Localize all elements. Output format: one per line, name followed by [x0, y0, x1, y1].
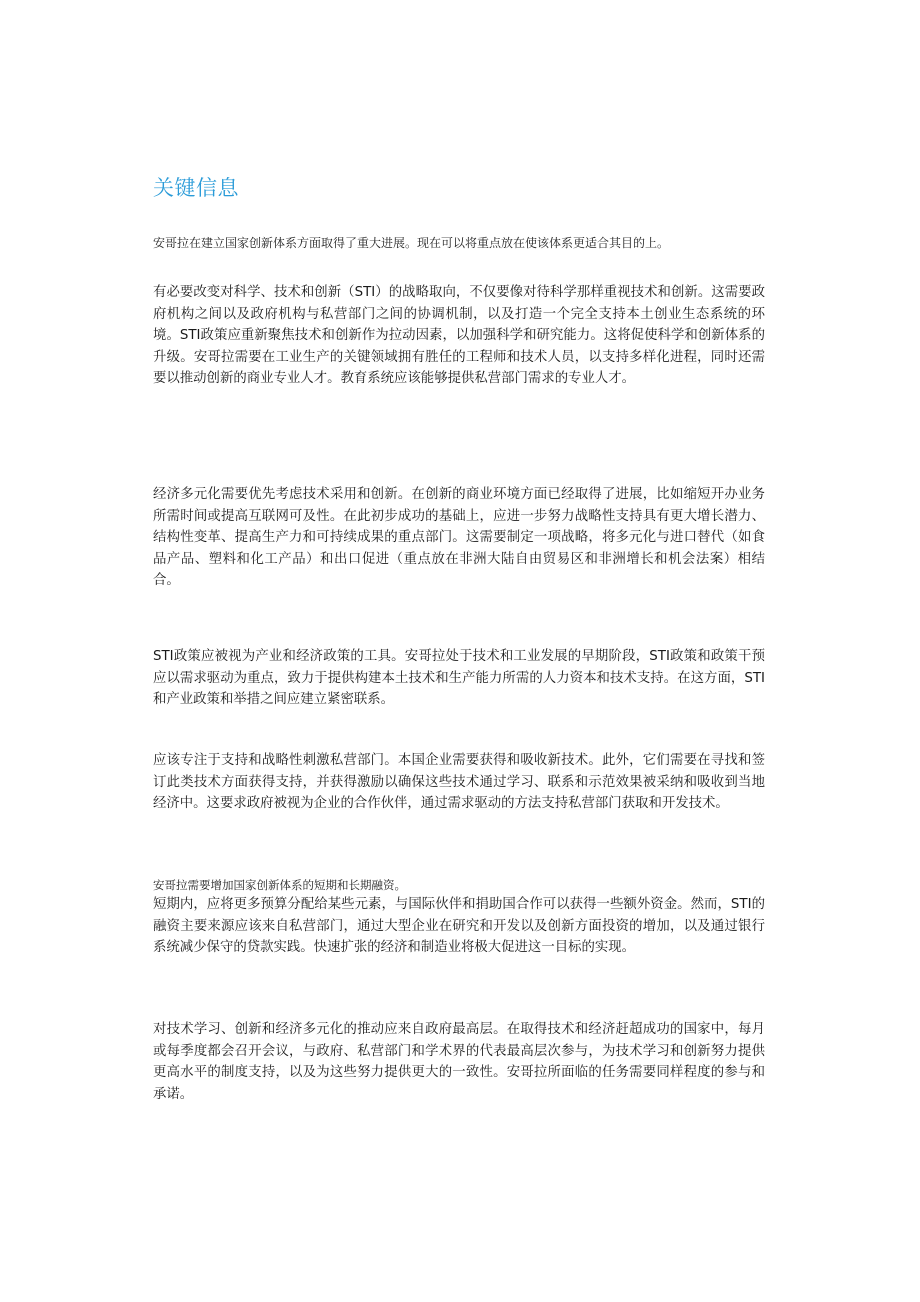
paragraph-private-sector: 应该专注于支持和战略性刺激私营部门。本国企业需要获得和吸收新技术。此外，它们需要在寻找和签订此类技术方面获得支持，并获得激励以确保这些技术通过学习、联系和示范效果被采纳和吸收到当地经济中。这要求政府被视为企业的合作伙伴，通过需求驱动的方法支持私营部门获取和开发技术。 — [153, 753, 765, 811]
paragraph-sti-policy-tool: STI政策应被视为产业和经济政策的工具。安哥拉处于技术和工业发展的早期阶段，STI政策和政策干预应以需求驱动为重点，致力于提供构建本土技术和生产能力所需的人力资本和技术支持。在这方面，STI和产业政策和举措之间应建立紧密联系。 — [153, 649, 765, 707]
lead-sentence: 安哥拉在建立国家创新体系方面取得了重大进展。现在可以将重点放在使该体系更适合其目的上。 — [153, 236, 670, 250]
paragraph-sti-orientation: 有必要改变对科学、技术和创新（STI）的战略取向，不仅要像对待科学那样重视技术和创新。这需要政府机构之间以及政府机构与私营部门之间的协调机制，以及打造一个完全支持本土创业生态系统的环境。STI政策应重新聚焦技术和创新作为拉动因素，以加强科学和研究能力。这将促使科学和创新体系的升级。安哥拉需要在工业生产的关键领域拥有胜任的工程师和技术人员，以支持多样化进程，同时还需要以推动创新的商业专业人才。教育系统应该能够提供私营部门需求的专业人才。 — [153, 285, 765, 386]
funding-heading: 安哥拉需要增加国家创新体系的短期和长期融资。 — [153, 878, 406, 892]
paragraph-closing: 对技术学习、创新和经济多元化的推动应来自政府最高层。在取得技术和经济赶超成功的国家中，每月或每季度都会召开会议，与政府、私营部门和学术界的代表最高层次参与，为技术学习和创新努力提供更高水平的制度支持，以及为这些努力提供更大的一致性。安哥拉所面临的任务需要同样程度的参与和承诺。 — [153, 1022, 765, 1102]
page-title: 关键信息 — [153, 176, 239, 200]
paragraph-diversification: 经济多元化需要优先考虑技术采用和创新。在创新的商业环境方面已经取得了进展，比如缩短开办业务所需时间或提高互联网可及性。在此初步成功的基础上，应进一步努力战略性支持具有更大增长潜力、结构性变革、提高生产力和可持续成果的重点部门。这需要制定一项战略，将多元化与进口替代（如食品产品、塑料和化工产品）和出口促进（重点放在非洲大陆自由贸易区和非洲增长和机会法案）相结合。 — [153, 487, 765, 588]
paragraph-funding: 短期内，应将更多预算分配给某些元素，与国际伙伴和捐助国合作可以获得一些额外资金。然而，STI的融资主要来源应该来自私营部门，通过大型企业在研究和开发以及创新方面投资的增加，以及通过银行系统减少保守的贷款实践。快速扩张的经济和制造业将极大促进这一目标的实现。 — [153, 897, 765, 955]
